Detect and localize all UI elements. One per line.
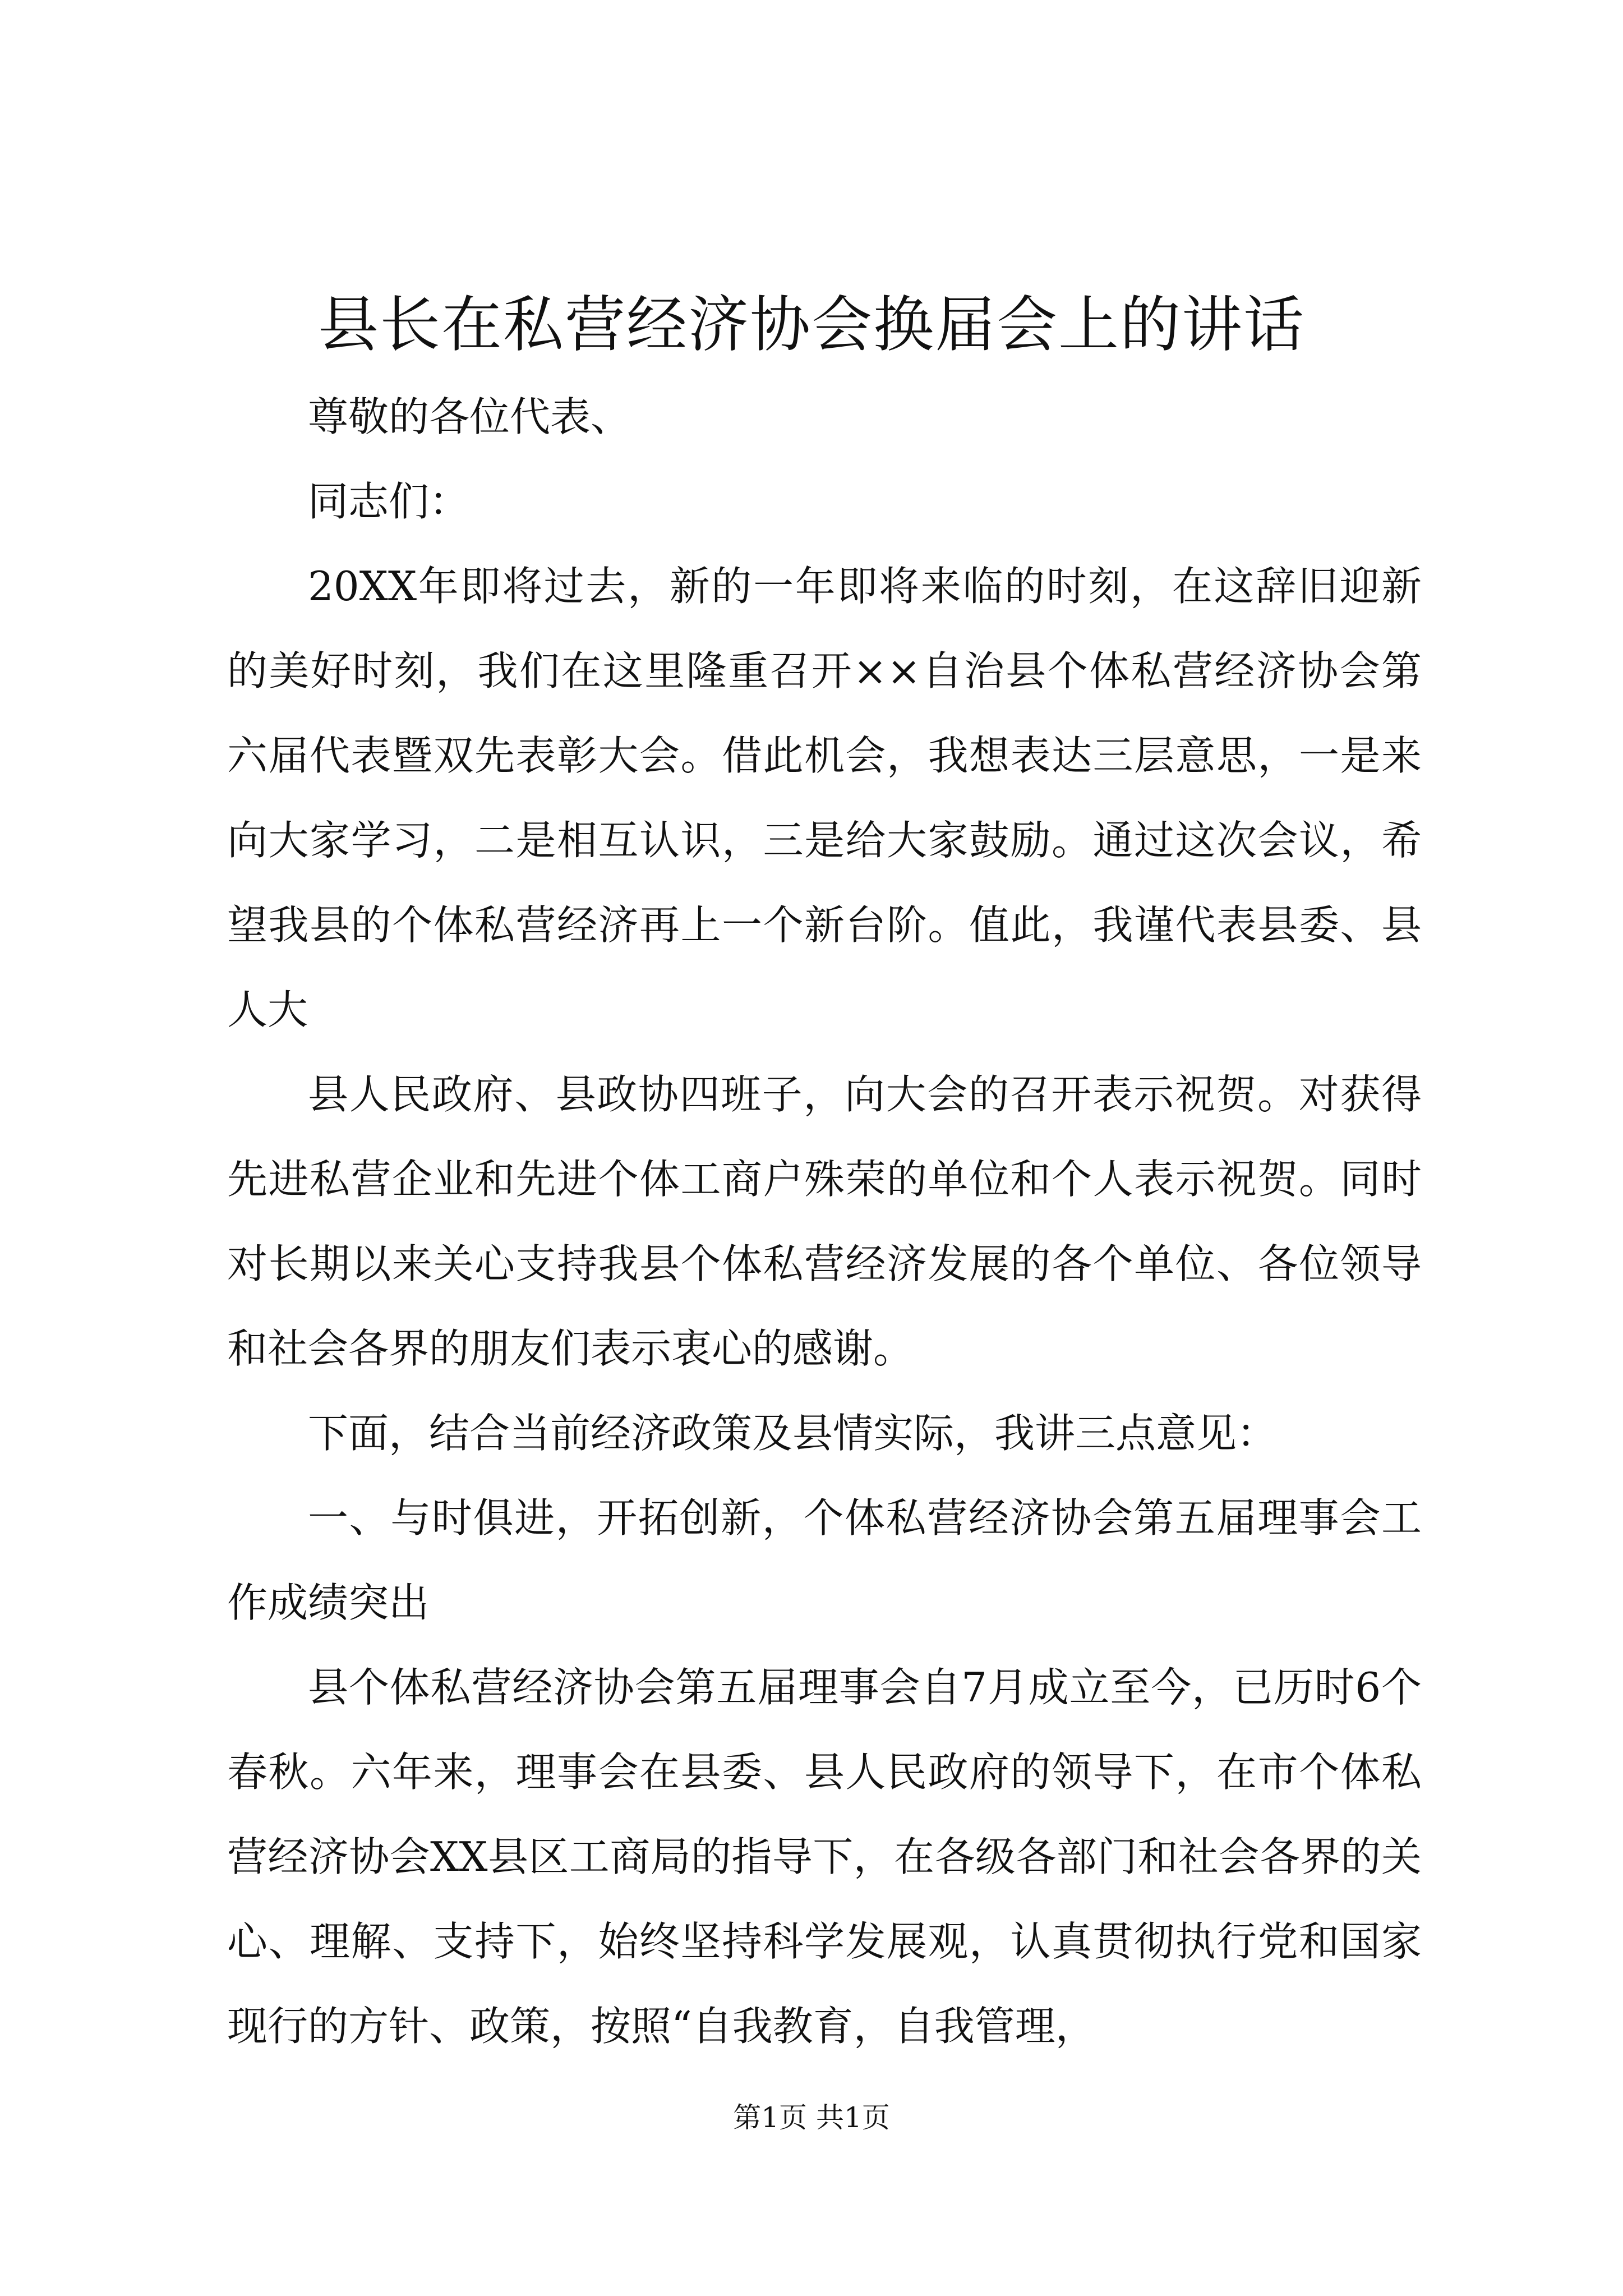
paragraph: 县人民政府、县政协四班子，向大会的召开表示祝贺。对获得先进私营企业和先进个体工商户殊荣的单位和个人表示祝贺。同时对长期以来关心支持我县个体私营经济发展的各个单位、各位领导和社会各界的朋友们表示衷心的感谢。 [227,1071,1422,1372]
paragraph: 20XX年即将过去，新的一年即将来临的时刻，在这辞旧迎新的美好时刻，我们在这里隆重召开××自治县个体私营经济协会第六届代表暨双先表彰大会。借此机会，我想表达三层意思，一是来向大家学习，二是相互认识，三是给大家鼓励。通过这次会议，希望我县的个体私营经济再上一个新台阶。值此，我谨代表县委、县人大 [227,563,1422,1033]
page-footer: 第1页 共1页 [733,2101,890,2134]
paragraph: 下面，结合当前经济政策及县情实际，我讲三点意见： [308,1410,1278,1457]
paragraph: 县个体私营经济协会第五届理事会自7月成立至今，已历时6个春秋。六年来，理事会在县委、县人民政府的领导下，在市个体私营经济协会XX县区工商局的指导下，在各级各部门和社会各界的关心、理解、支持下，始终坚持科学发展观，认真贯彻执行党和国家现行的方针、政策，按照“自我教育，自我管理， [227,1664,1422,2050]
document-body [227,375,1422,2069]
paragraph-salutation-2: 同志们： [308,478,470,525]
document-title: 县长在私营经济协会换届会上的讲话 [317,290,1305,360]
section-heading: 一、与时俱进，开拓创新，个体私营经济协会第五届理事会工作成绩突出 [227,1494,1422,1626]
paragraph-salutation: 尊敬的各位代表、 [308,393,631,440]
